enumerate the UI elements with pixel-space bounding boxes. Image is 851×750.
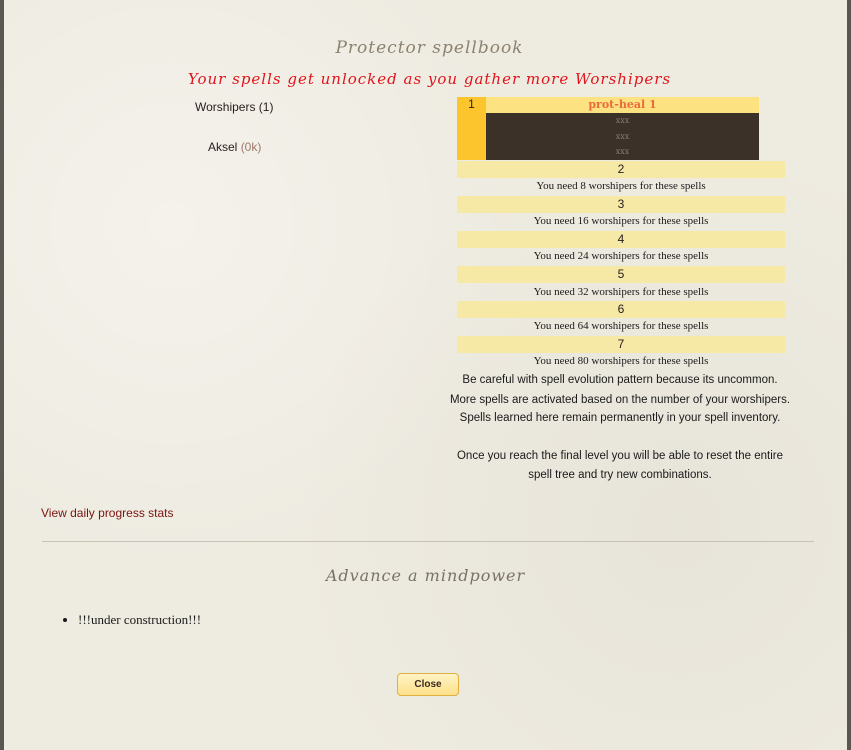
mindpower-list: [64, 612, 201, 628]
locked-spells-box: [486, 113, 759, 160]
locked-spell: xxx: [615, 116, 630, 125]
level-requirement: You need 8 worshipers for these spells: [536, 180, 706, 192]
level-bar: 3: [457, 196, 785, 213]
info-line: spell tree and try new combinations.: [528, 469, 712, 481]
level-requirement: You need 80 worshipers for these spells: [533, 355, 709, 367]
page-title: Protector spellbook: [335, 38, 524, 58]
worshiper-item[interactable]: [208, 140, 261, 154]
worshiper-points: (0k): [240, 140, 262, 154]
level-bar: 7: [457, 336, 785, 353]
info-line: More spells are activated based on the number of your worshipers.: [449, 394, 791, 406]
locked-spell: xxx: [615, 131, 630, 141]
info-line: Once you reach the final level you will be able to reset the entire: [456, 450, 784, 462]
locked-spell: xxx: [615, 147, 630, 157]
level-bar: 2: [457, 161, 785, 178]
page-subtitle: Your spells get unlocked as you gather more Worshipers: [187, 70, 672, 88]
info-line: Spells learned here remain permanently in your spell inventory.: [459, 412, 781, 424]
spell-slot-prot-heal[interactable]: prot-heal 1: [486, 97, 759, 113]
level-bar: 5: [457, 266, 785, 283]
mindpower-title: Advance a mindpower: [325, 566, 526, 585]
level-requirement: You need 64 worshipers for these spells: [533, 320, 709, 332]
level-number: 1: [457, 97, 486, 160]
level-requirement: You need 16 worshipers for these spells: [533, 215, 709, 227]
info-line: Be careful with spell evolution pattern because its uncommon.: [462, 374, 778, 386]
level-requirement: You need 24 worshipers for these spells: [533, 250, 709, 262]
section-divider: [42, 541, 814, 542]
daily-stats-link[interactable]: View daily progress stats: [41, 506, 174, 520]
level-bar: 6: [457, 301, 785, 318]
level-requirement: You need 32 worshipers for these spells: [533, 286, 709, 298]
worshipers-heading: Worshipers (1): [195, 100, 274, 114]
list-item: • !!!under construction!!!: [78, 612, 201, 628]
close-button[interactable]: Close: [397, 673, 459, 696]
worshiper-name[interactable]: Aksel: [208, 140, 238, 154]
level-bar: 4: [457, 231, 785, 248]
